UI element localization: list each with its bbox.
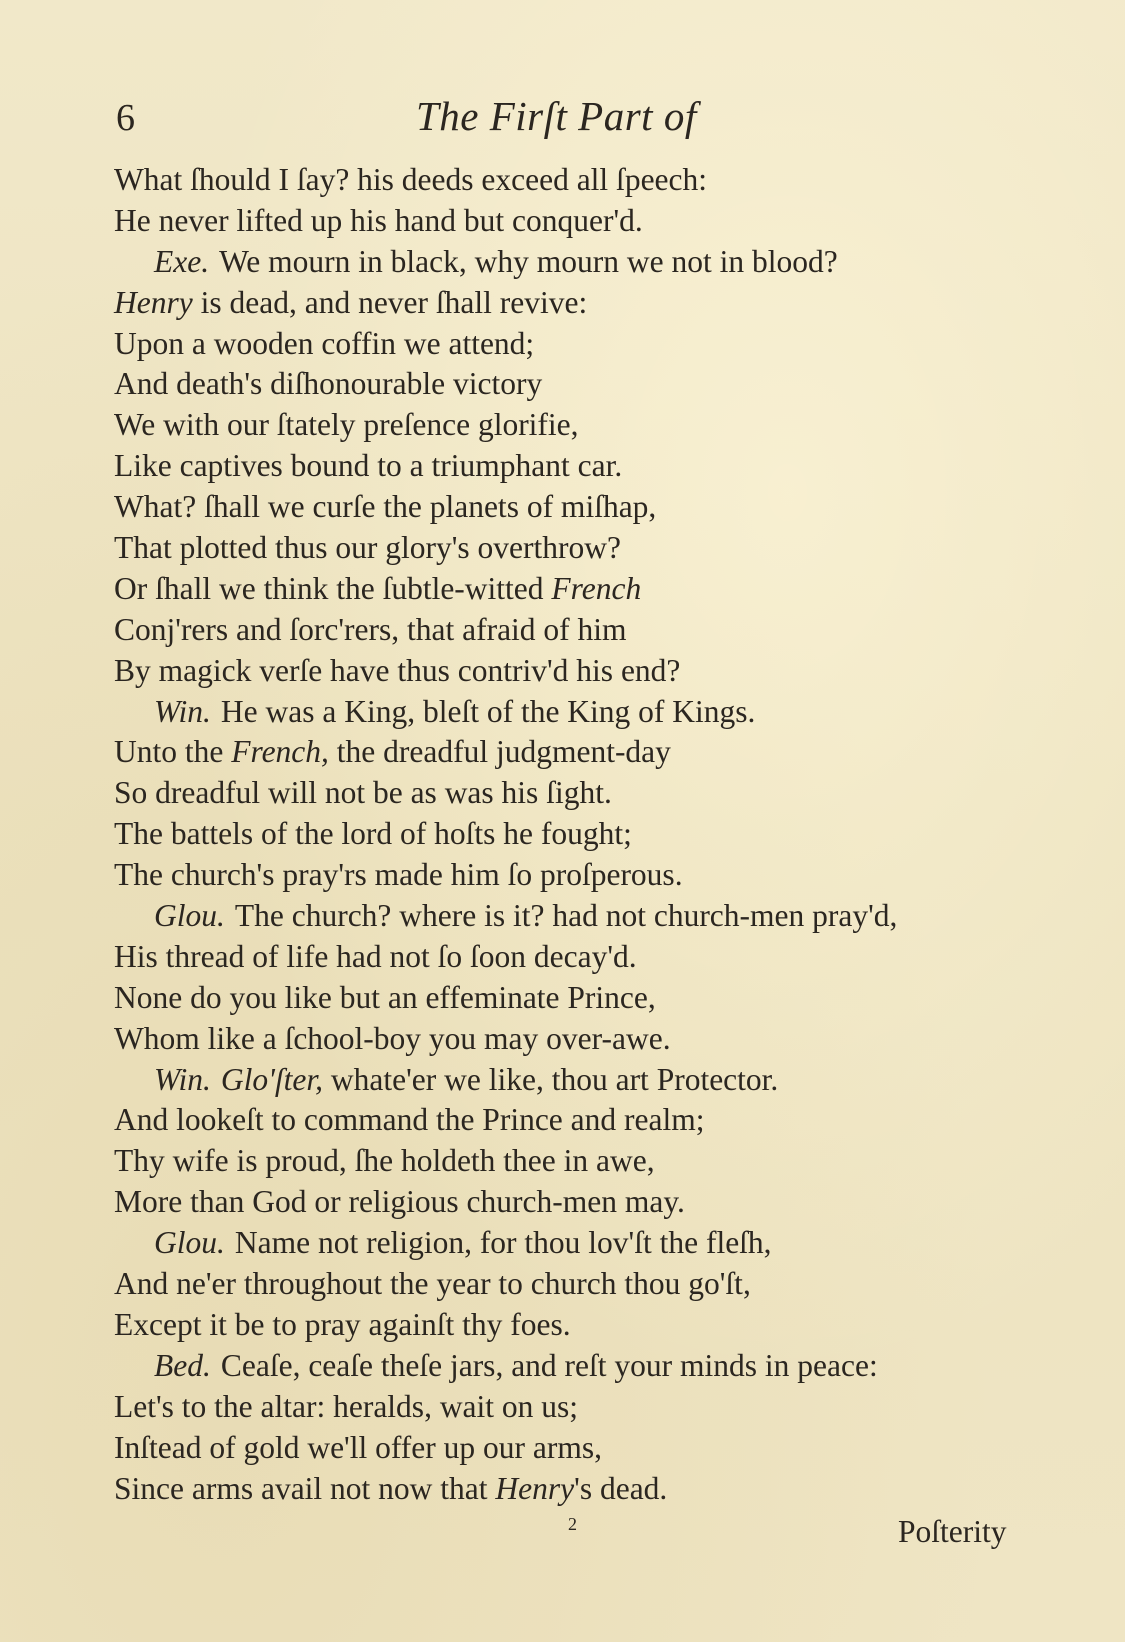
verse-line: He never lifted up his hand but conquer'd. (114, 202, 643, 238)
speech-line: Win. Glo'ſter, whate'er we like, thou art Protector. (154, 1061, 779, 1097)
verse-line: By magick verſe have thus contriv'd his end? (114, 652, 681, 688)
verse-line: And lookeſt to command the Prince and realm; (114, 1102, 705, 1138)
verse-text (114, 160, 1024, 1509)
verse-line: Whom like a ſchool-boy you may over-awe. (114, 1020, 671, 1056)
verse-line: Inſtead of gold we'll offer up our arms, (114, 1429, 602, 1465)
italic-name: Henry (114, 284, 193, 320)
verse-line: What ſhould I ſay? his deeds exceed all ſpeech: (114, 162, 708, 197)
verse-line: Unto the French, the dreadful judgment-day (114, 734, 671, 770)
italic-name: French, (231, 734, 329, 770)
page-header (0, 92, 1125, 152)
page-footer (0, 1512, 1125, 1562)
verse-line: Let's to the altar: heralds, wait on us; (114, 1388, 579, 1424)
verse-line: The church's pray'rs made him ſo proſperous. (114, 857, 683, 893)
verse-line: We with our ſtately preſence glorifie, (114, 407, 579, 443)
verse-line: Upon a wooden coffin we attend; (114, 325, 535, 361)
verse-line: Like captives bound to a triumphant car. (114, 448, 623, 484)
speaker-name: Glou. (154, 898, 225, 934)
verse-line: That plotted thus our glory's overthrow? (114, 530, 621, 566)
speech-line: Bed. Ceaſe, ceaſe theſe jars, and reſt your minds in peace: (154, 1347, 878, 1383)
speech-line: Win. He was a King, bleſt of the King of Kings. (154, 693, 756, 729)
verse-line: Except it be to pray againſt thy foes. (114, 1306, 571, 1342)
verse-line: Since arms avail not now that Henry's dead. (114, 1470, 668, 1506)
speaker-name: Bed. (154, 1347, 211, 1383)
verse-line: Thy wife is proud, ſhe holdeth thee in awe, (114, 1143, 655, 1179)
verse-line: And death's diſhonourable victory (114, 366, 543, 402)
verse-line: Or ſhall we think the ſubtle-witted French (114, 570, 642, 606)
verse-line: And ne'er throughout the year to church thou go'ſt, (114, 1266, 751, 1302)
speech-line: Exe. We mourn in black, why mourn we not in blood? (154, 243, 838, 279)
verse-line: Henry is dead, and never ſhall revive: (114, 284, 588, 320)
speech-line: Glou. Name not religion, for thou lov'ſt the fleſh, (154, 1225, 772, 1261)
verse-line: The battels of the lord of hoſts he fought; (114, 816, 632, 852)
running-title: The Firſt Part of (416, 93, 697, 139)
italic-name: Henry (495, 1470, 575, 1506)
speaker-name: Win. (154, 1061, 211, 1097)
verse-line: What? ſhall we curſe the planets of miſhap, (114, 489, 657, 525)
signature-mark: 2 (568, 1514, 577, 1534)
speaker-name: Win. (154, 693, 211, 729)
italic-name: French (551, 570, 642, 606)
verse-line: His thread of life had not ſo ſoon decay'd. (114, 938, 637, 974)
verse-line: More than God or religious church-men may. (114, 1184, 685, 1220)
catchword: Poſterity (898, 1514, 1007, 1549)
speaker-name: Exe. (154, 243, 210, 279)
verse-line: Conj'rers and ſorc'rers, that afraid of him (114, 611, 627, 647)
page-number: 6 (116, 97, 135, 139)
speaker-name: Glou. (154, 1225, 225, 1261)
speech-line: Glou. The church? where is it? had not church-men pray'd, (154, 898, 898, 934)
italic-name: Glo'ſter, (220, 1061, 324, 1097)
verse-line: So dreadful will not be as was his ſight. (114, 775, 612, 811)
verse-line: None do you like but an effeminate Prince, (114, 979, 656, 1015)
